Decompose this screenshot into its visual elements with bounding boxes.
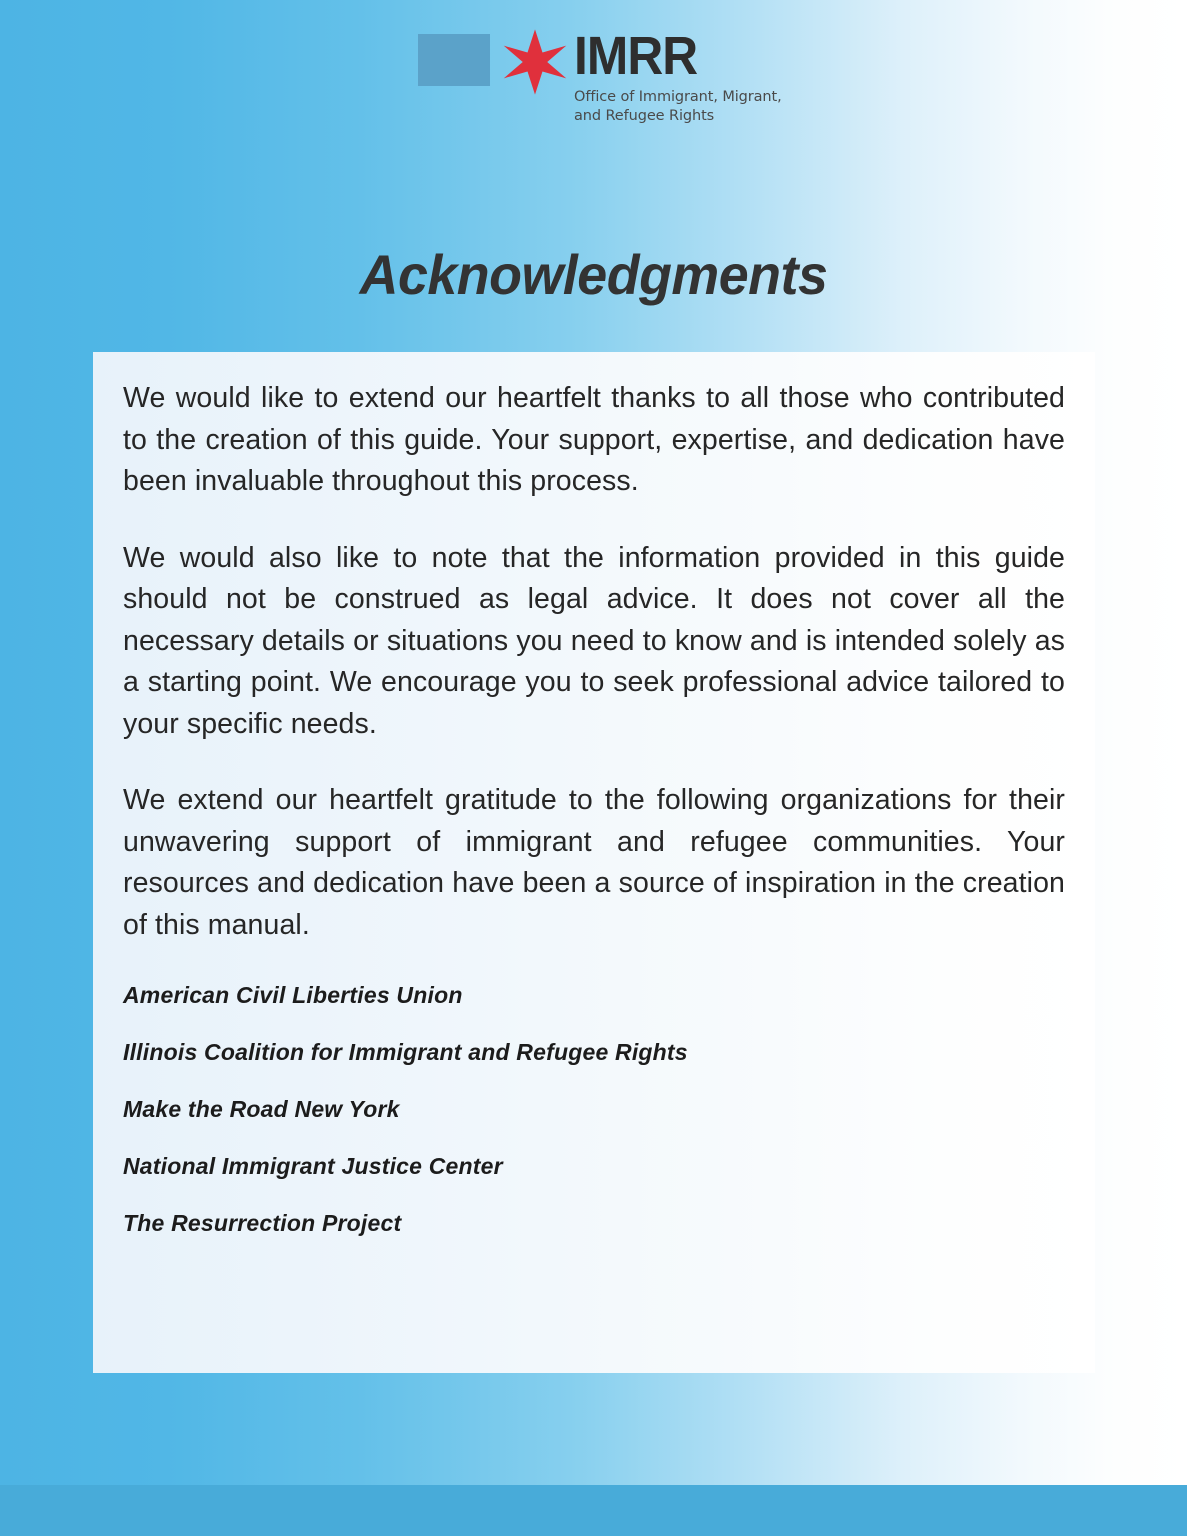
header-logo-bar [0,0,1187,150]
imrr-logo [418,26,782,126]
six-pointed-star-icon [500,28,570,96]
logo-text-block [574,26,782,126]
content-card [93,352,1095,1373]
list-item: The Resurrection Project [123,1210,402,1236]
logo-subtitle-line-1: Office of Immigrant, Migrant, [574,89,782,105]
list-item: National Immigrant Justice Center [123,1153,503,1179]
page-title: Acknowledgments [359,243,828,306]
footer-accent-bar [0,1485,1187,1536]
list-item: American Civil Liberties Union [123,982,463,1008]
paragraph-gratitude: We extend our heartfelt gratitude to the following organizations for their unwavering support of immigrant and refugee communities. Your resources and dedication have been a source of inspiration in the creation of this manual. [123,784,1065,941]
list-item: Make the Road New York [123,1096,400,1122]
logo-blue-rectangle [418,34,490,86]
logo-wordmark: IMRR [574,26,698,86]
organization-list [123,981,1065,1237]
paragraph-disclaimer: We would also like to note that the information provided in this guide should not be construed as legal advice. It does not cover all the necessary details or situations you need to know and is intended solely as a starting point. We encourage you to seek professional advice tailored to your specific needs. [123,541,1065,740]
logo-subtitle-line-2: and Refugee Rights [574,108,715,124]
list-item: Illinois Coalition for Immigrant and Refugee Rights [123,1039,688,1065]
paragraph-thanks: We would like to extend our heartfelt thanks to all those who contributed to the creation of this guide. Your support, expertise, and dedication have been invaluable throughout this process. [123,382,1065,497]
logo-subtitle [574,88,782,126]
